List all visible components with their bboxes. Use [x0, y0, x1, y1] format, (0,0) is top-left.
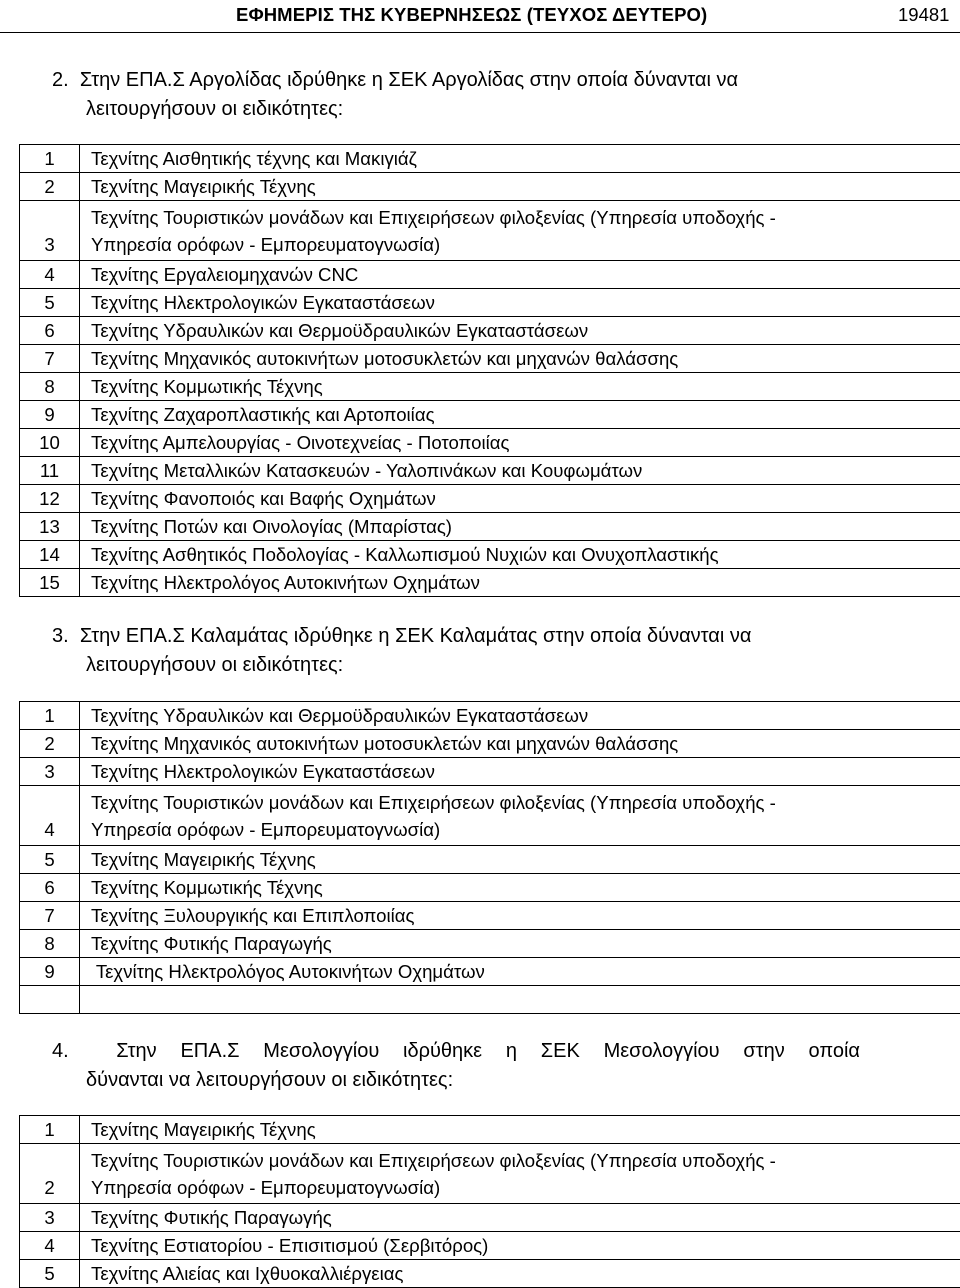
table-row — [20, 874, 960, 902]
specialty-text: Τεχνίτης Κομμωτικής Τέχνης — [91, 376, 323, 397]
row-specialty — [80, 986, 960, 1014]
row-number: 10 — [20, 429, 80, 457]
table-row — [20, 1204, 960, 1232]
table-row — [20, 730, 960, 758]
row-specialty — [80, 145, 960, 173]
table-row — [20, 373, 960, 401]
row-number: 3 — [20, 1204, 80, 1232]
specialty-text: Τεχνίτης Μηχανικός αυτοκινήτων μοτοσυκλετών και μηχανών θαλάσσης — [91, 348, 678, 369]
table-row — [20, 569, 960, 597]
row-number: 14 — [20, 541, 80, 569]
specialty-text: Τεχνίτης Εργαλειομηχανών CNC — [91, 264, 358, 285]
section-4-intro-cont — [86, 1066, 453, 1095]
intro-line: λειτουργήσουν οι ειδικότητες: — [86, 654, 343, 676]
section-4-intro — [52, 1037, 860, 1066]
table-row — [20, 1144, 960, 1204]
specialty-text: Τεχνίτης Ηλεκτρολόγος Αυτοκινήτων Οχημάτων — [91, 572, 480, 593]
row-number: 2 — [20, 173, 80, 201]
table-row — [20, 429, 960, 457]
row-specialty — [80, 173, 960, 201]
row-number: 5 — [20, 289, 80, 317]
specialty-text: Τεχνίτης Αλιείας και Ιχθυοκαλλιέργειας — [91, 1263, 403, 1284]
table-row — [20, 401, 960, 429]
table-row — [20, 317, 960, 345]
row-number: 13 — [20, 513, 80, 541]
specialty-text: Τεχνίτης Μεταλλικών Κατασκευών - Υαλοπινάκων και Κουφωμάτων — [91, 460, 642, 481]
specialty-line: Τεχνίτης Τουριστικών μονάδων και Επιχειρήσεων φιλοξενίας (Υπηρεσία υποδοχής - — [91, 789, 960, 816]
specialty-text: Τεχνίτης Φυτικής Παραγωγής — [91, 1207, 332, 1228]
row-specialty — [80, 1232, 960, 1260]
row-specialty — [80, 289, 960, 317]
row-specialty — [80, 930, 960, 958]
section-3-table — [19, 701, 960, 1014]
specialty-text: Τεχνίτης Αισθητικής τέχνης και Μακιγιάζ — [91, 148, 417, 169]
specialty-line: Τεχνίτης Τουριστικών μονάδων και Επιχειρήσεων φιλοξενίας (Υπηρεσία υποδοχής - — [91, 1147, 960, 1174]
table-row — [20, 986, 960, 1014]
row-number: 5 — [20, 846, 80, 874]
row-number: 3 — [20, 758, 80, 786]
row-number: 2 — [20, 730, 80, 758]
specialty-text: Τεχνίτης Φανοποιός και Βαφής Οχημάτων — [91, 488, 436, 509]
row-specialty — [80, 758, 960, 786]
specialty-text: Τεχνίτης Μηχανικός αυτοκινήτων μοτοσυκλετών και μηχανών θαλάσσης — [91, 733, 678, 754]
row-number: 7 — [20, 345, 80, 373]
row-specialty — [80, 958, 960, 986]
row-number — [20, 986, 80, 1014]
specialty-text: Τεχνίτης Ηλεκτρολογικών Εγκαταστάσεων — [91, 292, 435, 313]
specialty-text: Τεχνίτης Ασθητικός Ποδολογίας - Καλλωπισμού Νυχιών και Ονυχοπλαστικής — [91, 544, 719, 565]
row-specialty — [80, 457, 960, 485]
table-row — [20, 902, 960, 930]
section-2-intro — [52, 66, 862, 95]
row-specialty — [80, 485, 960, 513]
table-row — [20, 513, 960, 541]
row-number: 5 — [20, 1260, 80, 1288]
table-row — [20, 786, 960, 846]
table-row — [20, 345, 960, 373]
table-row — [20, 485, 960, 513]
specialty-line: Υπηρεσία ορόφων - Εμπορευματογνωσία) — [91, 816, 960, 843]
table-row — [20, 846, 960, 874]
specialty-text: Τεχνίτης Ξυλουργικής και Επιπλοποιίας — [91, 905, 414, 926]
section-4-table — [19, 1115, 960, 1288]
row-number: 8 — [20, 373, 80, 401]
row-specialty — [80, 1260, 960, 1288]
specialty-text: Τεχνίτης Ποτών και Οινολογίας (Μπαρίστας) — [91, 516, 452, 537]
row-number: 3 — [20, 201, 80, 261]
specialty-text: Τεχνίτης Μαγειρικής Τέχνης — [91, 176, 316, 197]
row-specialty — [80, 569, 960, 597]
intro-line: Στην ΕΠΑ.Σ Καλαμάτας ιδρύθηκε η ΣΕΚ Καλαμάτας στην οποία δύνανται να — [80, 625, 752, 647]
row-specialty — [80, 730, 960, 758]
row-number: 2 — [20, 1144, 80, 1204]
table-row — [20, 457, 960, 485]
section-number: 2. — [52, 69, 69, 91]
row-specialty — [80, 345, 960, 373]
row-number: 11 — [20, 457, 80, 485]
table-row — [20, 930, 960, 958]
row-number: 1 — [20, 702, 80, 730]
table-row — [20, 758, 960, 786]
section-2-intro-cont — [86, 95, 343, 124]
specialty-text: Τεχνίτης Εστιατορίου - Επισιτισμού (Σερβιτόρος) — [91, 1235, 488, 1256]
table-row — [20, 173, 960, 201]
specialty-text: Τεχνίτης Μαγειρικής Τέχνης — [91, 1119, 316, 1140]
specialty-text: Τεχνίτης Αμπελουργίας - Οινοτεχνείας - Ποτοποιίας — [91, 432, 509, 453]
page-number: 19481 — [898, 4, 949, 26]
row-number: 7 — [20, 902, 80, 930]
row-specialty — [80, 702, 960, 730]
specialty-text: Τεχνίτης Κομμωτικής Τέχνης — [91, 877, 323, 898]
row-specialty — [80, 846, 960, 874]
specialty-text: Τεχνίτης Ζαχαροπλαστικής και Αρτοποιίας — [91, 404, 435, 425]
intro-line: λειτουργήσουν οι ειδικότητες: — [86, 98, 343, 120]
table-row — [20, 1232, 960, 1260]
row-number: 6 — [20, 317, 80, 345]
row-number: 15 — [20, 569, 80, 597]
table-row — [20, 702, 960, 730]
table-row — [20, 958, 960, 986]
row-specialty — [80, 429, 960, 457]
specialty-text: Τεχνίτης Φυτικής Παραγωγής — [91, 933, 332, 954]
table-row — [20, 1116, 960, 1144]
table-row — [20, 541, 960, 569]
row-number: 4 — [20, 1232, 80, 1260]
section-number: 4. — [52, 1040, 69, 1062]
table-row — [20, 261, 960, 289]
row-number: 8 — [20, 930, 80, 958]
row-specialty — [80, 1204, 960, 1232]
section-3-intro — [52, 622, 862, 651]
intro-line: δύνανται να λειτουργήσουν οι ειδικότητες: — [86, 1069, 453, 1091]
table-row — [20, 1260, 960, 1288]
row-number: 9 — [20, 958, 80, 986]
row-number: 1 — [20, 1116, 80, 1144]
row-number: 6 — [20, 874, 80, 902]
row-specialty — [80, 513, 960, 541]
section-3-intro-cont — [86, 651, 343, 680]
specialty-text: Τεχνίτης Μαγειρικής Τέχνης — [91, 849, 316, 870]
row-number: 4 — [20, 786, 80, 846]
row-number: 12 — [20, 485, 80, 513]
intro-line: Στην ΕΠΑ.Σ Αργολίδας ιδρύθηκε η ΣΕΚ Αργολίδας στην οποία δύνανται να — [80, 69, 738, 91]
specialty-text: Τεχνίτης Υδραυλικών και Θερμοϋδραυλικών Εγκαταστάσεων — [91, 705, 588, 726]
specialty-text: Τεχνίτης Υδραυλικών και Θερμοϋδραυλικών Εγκαταστάσεων — [91, 320, 588, 341]
row-specialty — [80, 373, 960, 401]
specialty-line: Υπηρεσία ορόφων - Εμπορευματογνωσία) — [91, 1174, 960, 1201]
section-number: 3. — [52, 625, 69, 647]
row-number: 9 — [20, 401, 80, 429]
table-row — [20, 145, 960, 173]
table-row — [20, 289, 960, 317]
row-specialty — [80, 317, 960, 345]
intro-line: Στην ΕΠΑ.Σ Μεσολογγίου ιδρύθηκε η ΣΕΚ Μεσολογγίου στην οποία — [116, 1040, 860, 1062]
gazette-title: ΕΦΗΜΕΡΙΣ ΤΗΣ ΚΥΒΕΡΝΗΣΕΩΣ (ΤΕΥΧΟΣ ΔΕΥΤΕΡΟ) — [236, 4, 707, 26]
row-specialty — [80, 902, 960, 930]
row-specialty — [80, 1116, 960, 1144]
row-specialty — [80, 261, 960, 289]
row-specialty — [80, 786, 960, 846]
row-number: 1 — [20, 145, 80, 173]
section-2-table — [19, 144, 960, 597]
row-specialty — [80, 1144, 960, 1204]
specialty-text: Τεχνίτης Ηλεκτρολογικών Εγκαταστάσεων — [91, 761, 435, 782]
specialty-line: Υπηρεσία ορόφων - Εμπορευματογνωσία) — [91, 231, 960, 258]
specialty-line: Τεχνίτης Τουριστικών μονάδων και Επιχειρήσεων φιλοξενίας (Υπηρεσία υποδοχής - — [91, 204, 960, 231]
row-number: 4 — [20, 261, 80, 289]
table-row — [20, 201, 960, 261]
specialty-text: Τεχνίτης Ηλεκτρολόγος Αυτοκινήτων Οχημάτων — [91, 961, 485, 982]
page-header — [0, 0, 960, 33]
row-specialty — [80, 201, 960, 261]
row-specialty — [80, 874, 960, 902]
row-specialty — [80, 541, 960, 569]
row-specialty — [80, 401, 960, 429]
